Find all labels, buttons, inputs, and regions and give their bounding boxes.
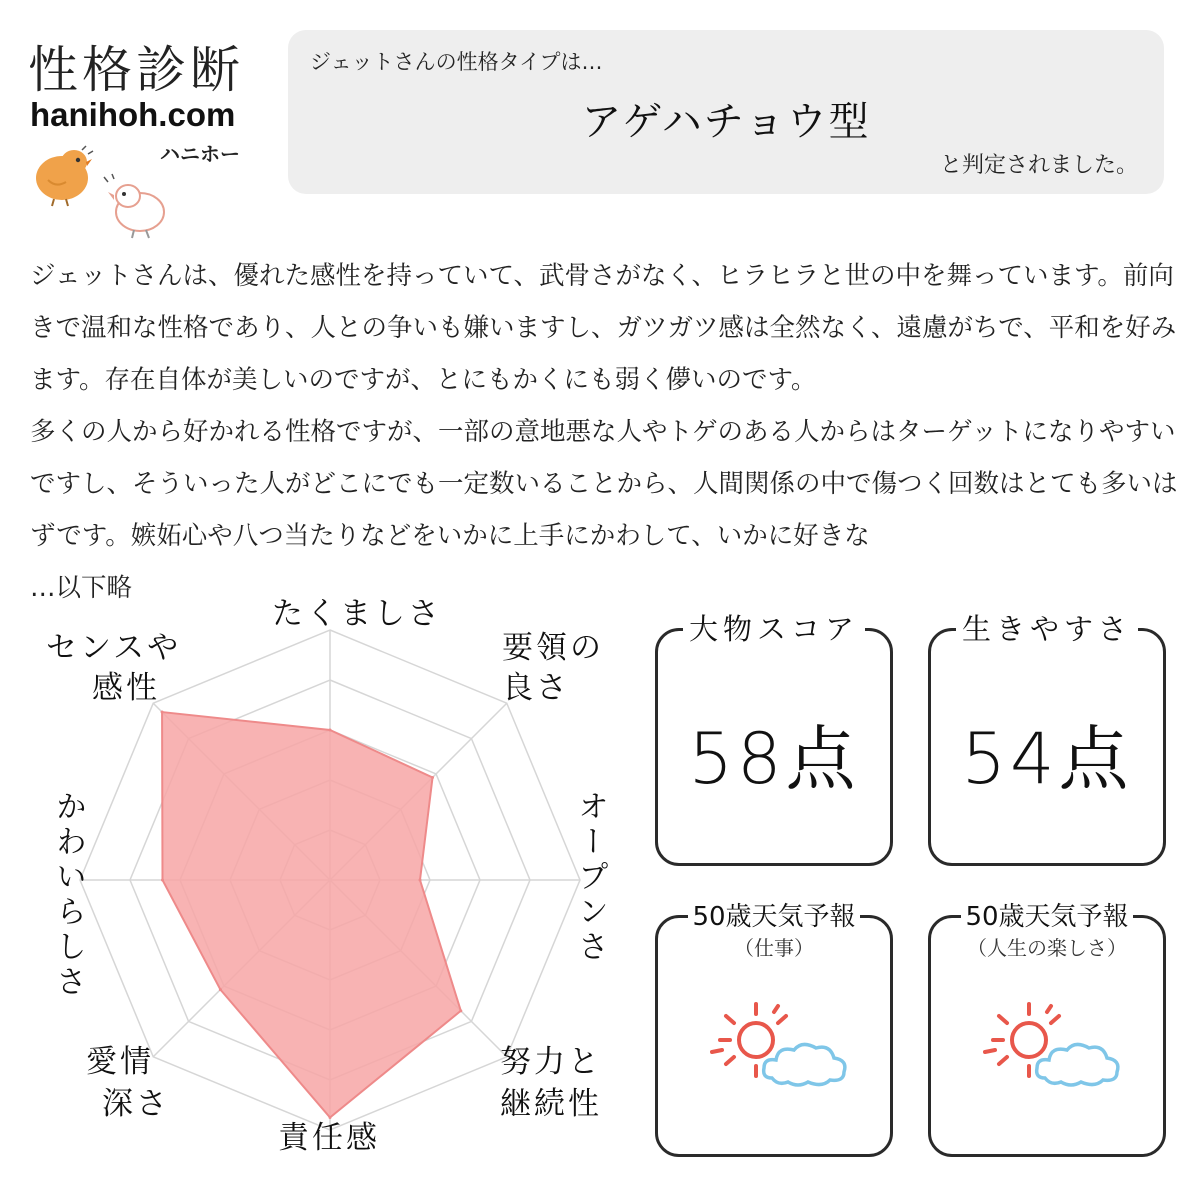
- radar-chart: [20, 590, 640, 1190]
- result-box: [288, 30, 1164, 194]
- weather-work-card: [655, 902, 893, 1157]
- radar-point-7: [161, 711, 164, 714]
- logo-title: 性格診断: [28, 41, 244, 99]
- radar-label-sense-2: 感性: [92, 670, 160, 706]
- ikiyasusa-score-card: [928, 612, 1166, 866]
- chick-mascot-icon: [28, 142, 188, 242]
- weather-work-subtitle: （仕事）: [734, 936, 814, 960]
- radar-point-6: [161, 879, 164, 882]
- radar-point-3: [459, 1009, 462, 1012]
- radar-point-0: [329, 729, 332, 732]
- radar-data-area: [162, 712, 461, 1117]
- weather-life-card: [928, 902, 1166, 1157]
- radar-label-affection-2: 深さ: [102, 1086, 170, 1122]
- sun-behind-cloud-icon: [704, 998, 854, 1098]
- omono-score-card: [655, 612, 893, 866]
- site-logo[interactable]: [28, 30, 268, 240]
- result-intro: ジェットさんの性格タイプは…: [310, 50, 603, 74]
- radar-label-savvy-1: 要領の: [502, 630, 604, 666]
- radar-label-affection-1: 愛情: [86, 1044, 154, 1080]
- radar-label-effort-2: 継続性: [500, 1086, 602, 1122]
- radar-label-effort-1: 努力と: [500, 1044, 602, 1080]
- radar-label-sense-1: センスや: [46, 630, 182, 666]
- radar-label-cuteness: かわいらしさ: [50, 790, 86, 1000]
- ikiyasusa-score-value: 54点: [961, 718, 1133, 800]
- radar-point-2: [419, 879, 422, 882]
- weather-life-subtitle: （人生の楽しさ）: [967, 936, 1127, 960]
- radar-label-savvy-2: 良さ: [502, 670, 570, 706]
- omono-score-value: 58点: [688, 718, 860, 800]
- weather-work-title: 50歳天気予報: [688, 902, 859, 932]
- personality-type: アゲハチョウ型: [581, 99, 871, 145]
- radar-label-openness: オープンさ: [572, 790, 608, 965]
- radar-label-responsibility: 責任感: [278, 1120, 380, 1156]
- description-paragraph-2: 多くの人から好かれる性格ですが、一部の意地悪な人やトゲのある人からはターゲットになりやすいですし、そういった人がどこにでも一定数いることから、人間関係の中で傷つく回数はとても多いはずです。嫉妬心や八つ当たりなどをいかに上手にかわして、いかに好きな: [30, 417, 1178, 551]
- logo-kana: ハニホー: [160, 142, 240, 166]
- weather-life-title: 50歳天気予報: [961, 902, 1132, 932]
- logo-site-name: hanihoh.com: [30, 96, 236, 133]
- radar-label-tough: たくましさ: [272, 596, 442, 632]
- description-paragraph-1: ジェットさんは、優れた感性を持っていて、武骨さがなく、ヒラヒラと世の中を舞っています。前向きで温和な性格であり、人との争いも嫌いますし、ガツガツ感は全然なく、遠慮がちで、平和を好みます。存在自体が美しいのですが、とにもかくにも弱く儚いのです。: [30, 261, 1177, 395]
- description-more: …以下略: [30, 573, 133, 603]
- omono-score-title: 大物スコア: [683, 612, 865, 646]
- ikiyasusa-score-title: 生きやすさ: [956, 612, 1138, 646]
- result-outro: と判定されました。: [939, 153, 1138, 178]
- radar-point-5: [219, 988, 222, 991]
- description: [30, 250, 1180, 614]
- sun-behind-cloud-icon: [977, 998, 1127, 1098]
- radar-point-1: [431, 776, 434, 779]
